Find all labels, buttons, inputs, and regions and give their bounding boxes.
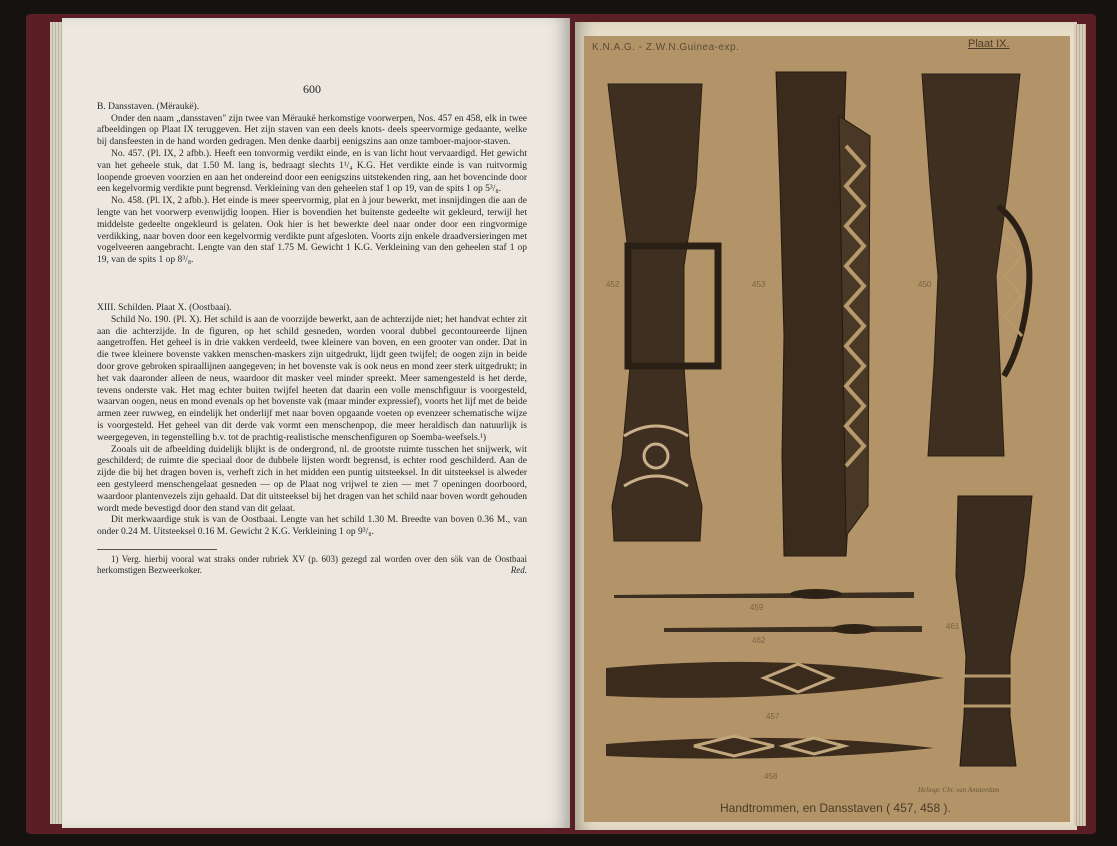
label-457: 457	[766, 712, 780, 721]
footnote: 1) Verg. hierbij vooral wat straks onder rubriek XV (p. 603) gezegd zal worden over den sök van de Oostbaai herkomstigen Bezweerkoker. Red.	[97, 553, 527, 575]
label-458: 458	[764, 772, 778, 781]
left-page-text	[97, 84, 527, 576]
label-452: 452	[606, 280, 620, 289]
dance-staff-2	[664, 624, 922, 634]
hand-drum-3	[922, 74, 1029, 456]
dance-staff-1	[614, 589, 914, 599]
section-xiii-heading: XIII. Schilden. Plaat X. (Oostbaai).	[97, 302, 232, 313]
label-461: 461	[946, 622, 960, 631]
plate-illustration	[584, 36, 1070, 822]
dance-staff-457	[606, 662, 944, 698]
hand-drum-4	[956, 496, 1032, 766]
paragraph: Dit merkwaardige stuk is van de Oostbaai. Lengte van het schild 1.30 M. Breedte van boven 0.36 M., van onder 0.24 M. Uitsteeksel 0.16 M. Gewicht 2 K.G. Verkleining 1 op 9³/₈.	[97, 515, 527, 538]
paragraph: No. 457. (Pl. IX, 2 afbb.). Heeft een tonvormig verdikt einde, en is van licht hout vervaardigd. Het gewicht van het geheele stuk, dat 1.50 M. lang is, bedraagt slechts 1¹/₄ K.G. Het verdikte einde is van ruitvormig loopende groeven voorzien en aan het ondereind door een eenigszins uitstekenden ring, aan het bovencinde door een kegelvormig verdikte punt begrensd. Verkleining van den geheelen staf 1 op 19, van de spits 1 op 5³/₈.	[97, 148, 527, 195]
paragraph: No. 458. (Pl. IX, 2 afbb.). Het einde is meer speervormig, plat en à jour bewerkt, met insnijdingen die aan de lengte van het voorwerp evenwijdig loopen. Hier is bovendien het buitenste gedeelte wit gekleurd, terwijl het middelste gedeelte ongekleurd is gelaten. Ook hier is het bewerkte deel naar onder door een ringvormige verdikking, naar boven door een kegelvormig verdikte punt afgesloten. Voorts zijn enkele draadversieringen met vogelveeren aangebracht. Lengte van den staf 1.75 M. Gewicht 1 K.G. Verkleining van den geheelen staf 1 op 19, van de spits 1 op 8³/₈.	[97, 196, 527, 266]
page-number: 600	[303, 82, 321, 96]
label-450: 450	[918, 280, 932, 289]
hand-drum-1	[608, 84, 718, 541]
plate-caption: Handtrommen, en Dansstaven ( 457, 458 ).	[720, 801, 951, 815]
hand-drum-2	[776, 72, 870, 556]
plate-header-left: K.N.A.G. - Z.W.N.Guinea-exp.	[592, 42, 740, 53]
plate-header-right: Plaat IX.	[968, 38, 1010, 50]
paragraph: Schild No. 190. (Pl. X). Het schild is aan de voorzijde bewerkt, aan de achterzijde niet; het handvat echter zit aan die achterzijde. In de figuren, op het schild gesneden, worden vooral dubbel gecontoureerde lijnen aangetroffen. Het geheel is in drie vakken verdeeld, twee kleinere van boven, en een grooter van onder. Dat in die twee kleinere bovenste vakken menschen-maskers zijn uitgedrukt, lijdt geen twijfel; de oogen zijn in beide door grove gebroken spiraallijnen aangegeven; in het bovenste vak is ook neus en mond zeer sterk uitgedrukt; in het vak daaronder alleen de neus, waardoor dit masker veel minder spreekt. Meer samengesteld is het derde, tevens onderste vak. Het mag echter buiten twijfel heeten dat daarin een volle menschfiguur is voorgesteld, waarvan oogen, neus en mond evenals op het bovenste vak (maar minder expressief), voorts het lijf met de beide armen zeer ruwweg, en eindelijk het onderlijf met naar boven opgaande voeten op evenzeer schematische wijze is voorgesteld. Het geheel van dit derde vak vormt een menschenpop, die meer heraldisch dan natuurlijk is weergegeven, in tegenstelling b.v. tot de prachtig-realistische menschenfiguren op Soemba-weefsels.¹)	[97, 314, 527, 443]
label-459: 459	[750, 603, 764, 612]
paragraph: Zooals uit de afbeelding duidelijk blijkt is de ondergrond, nl. de grootste ruimte tusschen het snijwerk, wit geschilderd; de ruimte die speciaal door de dubbele lijsten wordt begrensd, is echter rood geschilderd. Aan de zijde die bij het dragen boven is, verheft zich in het midden een puntig uitsteeksel. In dit uitsteeksel is alweder een gestyleerd menschengelaat gesneden — op de Plaat nog vrijwel te zien — met 7 openingen doorboord, waardoor plantenvezels zijn gehaald. Dat dit uitsteeksel bij het dragen van het schild naar boven wordt gehouden wordt mede bevestigd door den stand van dit gelaat.	[97, 444, 527, 514]
paragraph: Onder den naam „dansstaven" zijn twee van Mëraukë herkomstige voorwerpen, Nos. 457 en 458, elk in twee afbeeldingen op Plaat IX teruggeven. Het zijn staven van een deels knots- deels speervormige gedaante, welke bij dansfeesten in de hand worden gedragen. Men denke daarbij eenigszins aan onze tamboer-majoor-staven.	[97, 113, 527, 148]
section-b-heading: B. Dansstaven. (Mëraukë).	[97, 101, 200, 112]
dance-staff-458	[606, 736, 934, 759]
footnote-rule	[97, 549, 217, 550]
right-page-edges	[1074, 24, 1086, 826]
label-462: 462	[752, 636, 766, 645]
label-453: 453	[752, 280, 766, 289]
plate-credit: Heliogr. Chr. van Amsterdam	[918, 786, 1000, 794]
